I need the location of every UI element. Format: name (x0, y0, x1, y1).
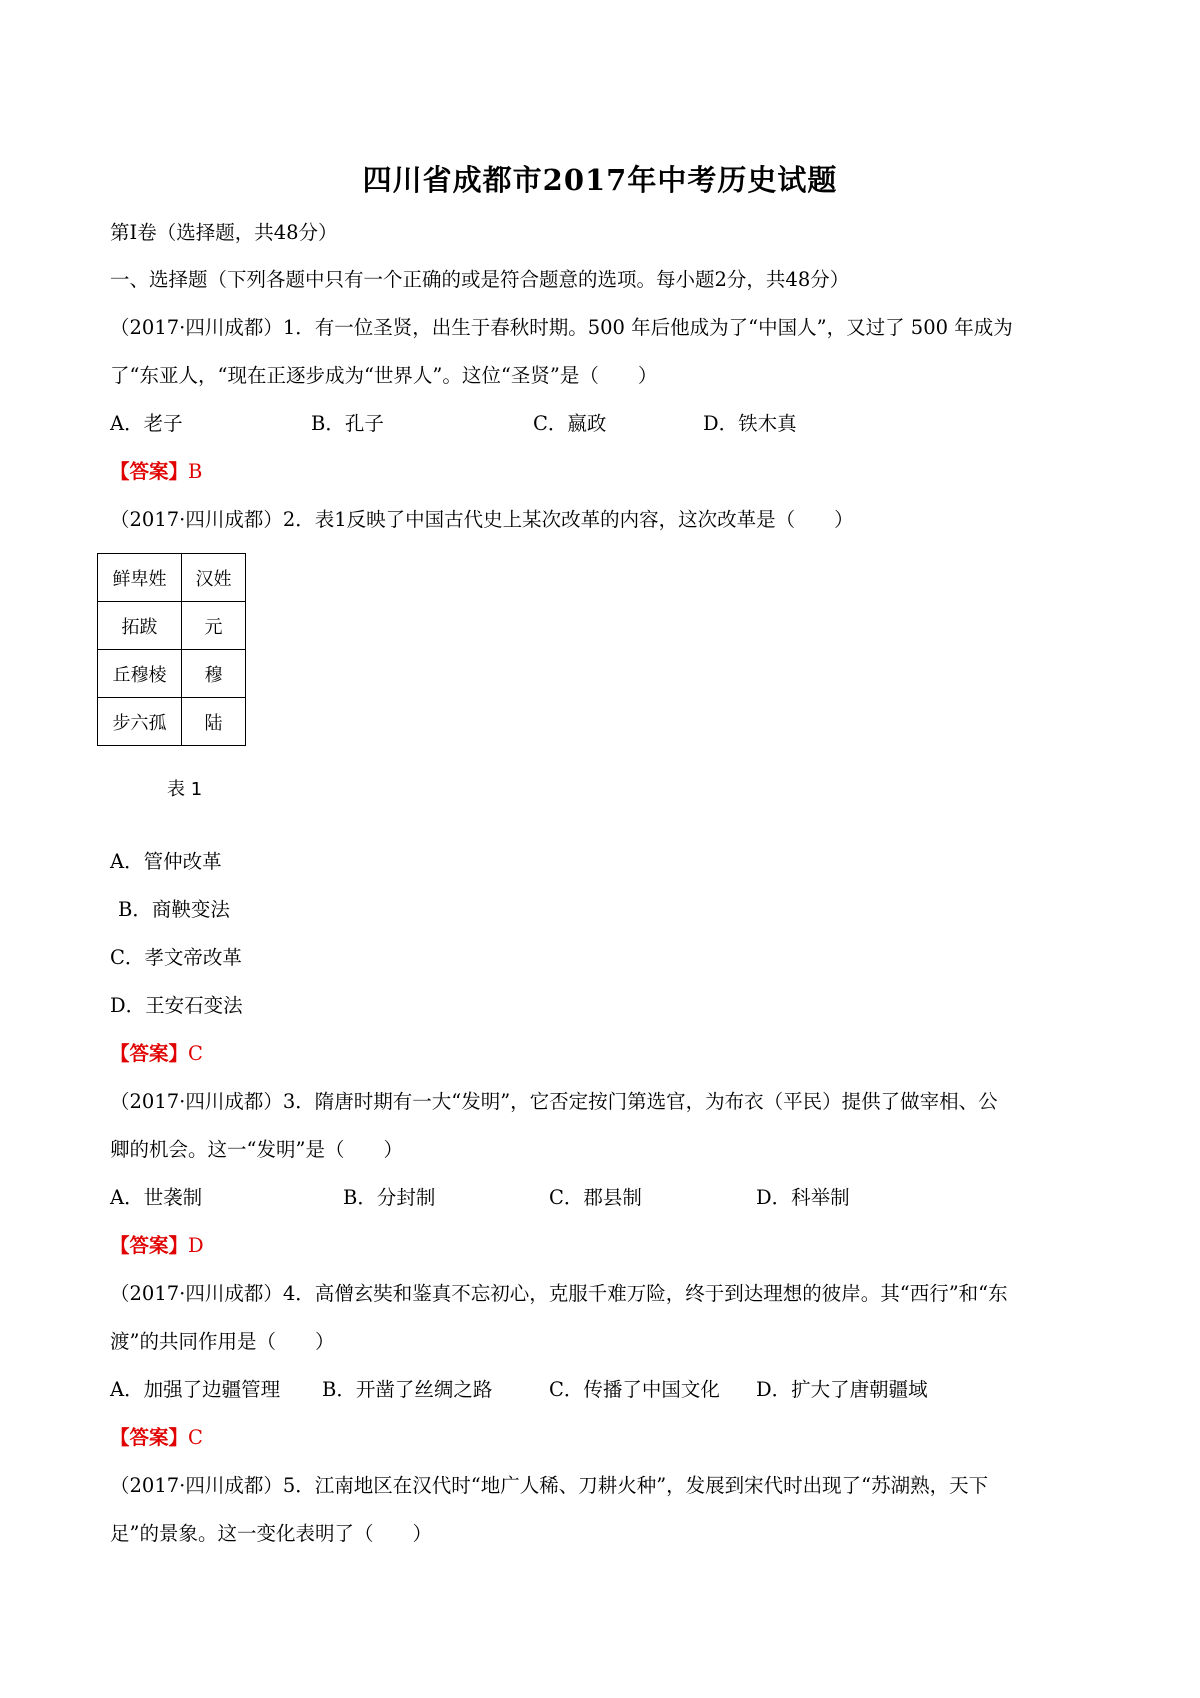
answer-tag: 【答案】 (110, 1042, 189, 1065)
question-5-line-2: 足”的景象。这一变化表明了（ ） (110, 1522, 432, 1545)
question-3-answer (110, 1232, 204, 1260)
table-header-xianbei: 鲜卑姓 (98, 554, 182, 602)
question-4-option-c: C．传播了中国文化 (549, 1378, 720, 1401)
question-3-line-1: （2017·四川成都）3．隋唐时期有一大“发明”，它否定按门第选官，为布衣（平民）提供了做宰相、公 (110, 1090, 998, 1113)
question-4-option-d: D．扩大了唐朝疆域 (756, 1378, 928, 1401)
question-1-line-2: 了“东亚人，“现在正逐步成为“世界人”。这位“圣贤”是（ ） (110, 364, 658, 387)
surname-table (97, 553, 246, 746)
answer-tag: 【答案】 (110, 1234, 189, 1257)
table-cell: 陆 (182, 698, 246, 746)
section-header: 第I卷（选择题，共48分） (110, 221, 338, 244)
answer-value: B (188, 460, 203, 483)
answer-value: C (188, 1426, 203, 1449)
question-5-line-1: （2017·四川成都）5．江南地区在汉代时“地广人稀、刀耕火种”，发展到宋代时出现了“苏湖熟，天下 (110, 1474, 989, 1497)
table-caption: 表 1 (167, 779, 203, 800)
question-4-option-a: A．加强了边疆管理 (110, 1378, 281, 1401)
question-1-option-d: D．铁木真 (703, 412, 797, 435)
question-3-option-d: D．科举制 (756, 1186, 850, 1209)
answer-tag: 【答案】 (110, 1426, 189, 1449)
question-3-option-a: A．世袭制 (110, 1186, 203, 1209)
question-3-option-c: C．郡县制 (549, 1186, 642, 1209)
table-row (98, 698, 246, 746)
table-cell: 元 (182, 602, 246, 650)
question-2-option-b: B．商鞅变法 (118, 898, 230, 921)
question-2-option-d: D．王安石变法 (110, 994, 243, 1017)
question-2-line-1: （2017·四川成都）2．表1反映了中国古代史上某次改革的内容，这次改革是（ ） (110, 508, 854, 531)
answer-value: D (188, 1234, 204, 1257)
answer-tag: 【答案】 (110, 460, 189, 483)
table-row (98, 602, 246, 650)
question-1-option-c: C．嬴政 (533, 412, 607, 435)
question-2-option-a: A．管仲改革 (110, 850, 222, 873)
table-row (98, 650, 246, 698)
table-cell: 步六孤 (98, 698, 182, 746)
table-header-han: 汉姓 (182, 554, 246, 602)
question-3-option-b: B．分封制 (343, 1186, 436, 1209)
question-1-line-1: （2017·四川成都）1．有一位圣贤，出生于春秋时期。500 年后他成为了“中国人”，又过了 500 年成为 (110, 316, 1013, 339)
question-4-line-2: 渡”的共同作用是（ ） (110, 1330, 335, 1353)
question-4-option-b: B．开凿了丝绸之路 (322, 1378, 493, 1401)
question-1-option-a: A．老子 (110, 412, 183, 435)
question-3-line-2: 卿的机会。这一“发明”是（ ） (110, 1138, 403, 1161)
answer-value: C (188, 1042, 203, 1065)
question-2-answer (110, 1040, 203, 1068)
question-4-line-1: （2017·四川成都）4．高僧玄奘和鉴真不忘初心，克服千难万险，终于到达理想的彼岸。其“西行”和“东 (110, 1282, 1008, 1305)
instructions: 一、选择题（下列各题中只有一个正确的或是符合题意的选项。每小题2分，共48分） (110, 268, 850, 291)
question-2-option-c: C．孝文帝改革 (110, 946, 242, 969)
question-4-answer (110, 1424, 203, 1452)
question-1-answer (110, 458, 202, 486)
table-row (98, 554, 246, 602)
page-title: 四川省成都市2017年中考历史试题 (362, 163, 838, 197)
table-cell: 丘穆棱 (98, 650, 182, 698)
table-cell: 穆 (182, 650, 246, 698)
table-cell: 拓跋 (98, 602, 182, 650)
question-1-option-b: B．孔子 (311, 412, 384, 435)
